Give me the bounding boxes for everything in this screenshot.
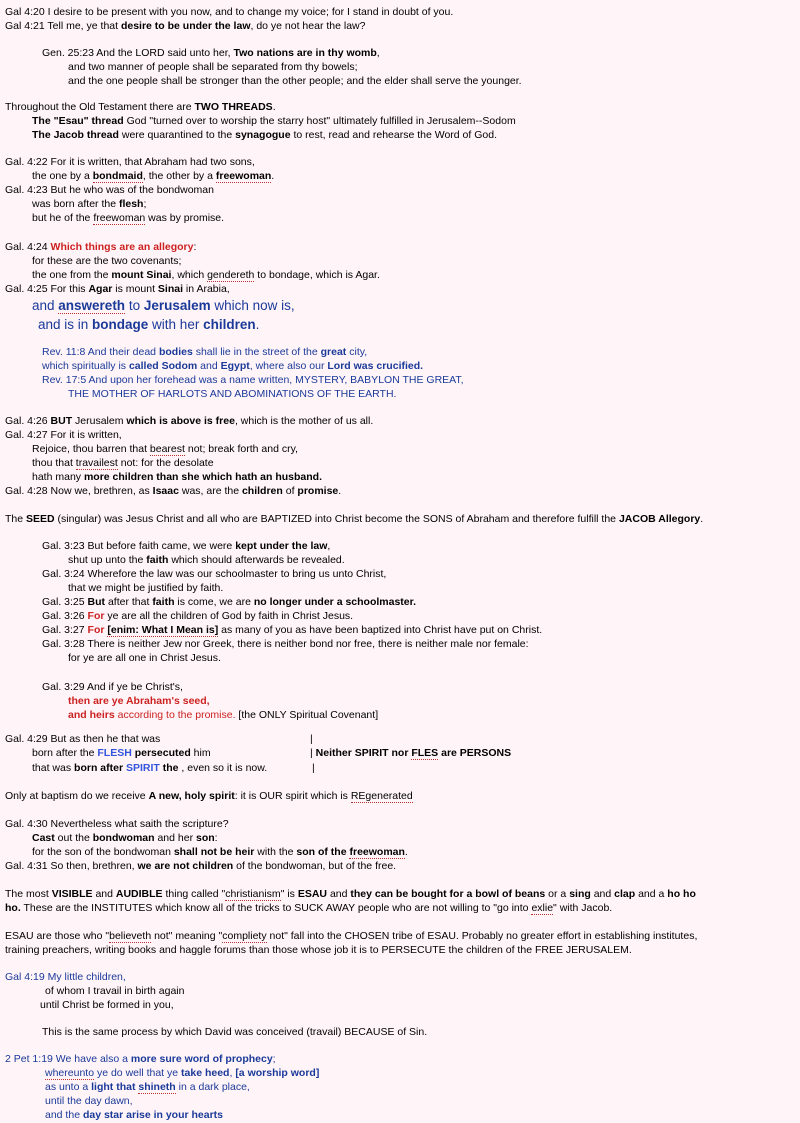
text-line [42,568,386,582]
text-segment: after that [105,596,153,608]
text-segment: freewoman [349,846,405,858]
text-segment: to rest, read and rehearse the Word of God. [290,129,497,141]
text-segment: son of the [296,846,350,858]
text-segment: shineth [138,1081,176,1093]
text-segment: then are ye Abraham's seed, [68,695,210,707]
text-segment: for these are the two covenants; [32,255,182,267]
text-segment: . [404,846,408,858]
text-line [32,471,322,485]
text-line [312,762,315,776]
text-line [5,902,612,916]
text-segment: that was [32,762,75,774]
text-segment: as many of you as have been baptized into Christ have put on Christ. [218,624,543,636]
text-segment: Gal. 3:25 [42,596,88,608]
text-segment: Gal. 4:29 But as then he that was [5,733,161,745]
text-segment: and the [45,1109,83,1121]
text-line [45,985,184,999]
text-segment: " with Jacob. [553,902,613,914]
text-segment: For [87,610,105,622]
text-segment: This is the same process by which David was conceived (travail) BECAUSE of Sin. [42,1026,428,1038]
text-segment: day star arise in your hearts [82,1109,224,1121]
text-segment: of [282,485,298,497]
text-segment: , [327,540,331,552]
text-segment: kept under the law [235,540,328,552]
text-segment: 2 Pet 1:19 We have also a [5,1053,131,1065]
text-line [68,388,396,402]
text-segment: For [87,624,105,636]
text-segment: Gal 4:19 My little children, [5,971,126,983]
text-line [32,747,211,761]
text-segment: more children than she which hath an husband. [83,471,322,483]
text-segment: : [193,241,197,253]
text-line [32,212,224,226]
text-line [42,638,529,652]
text-line [42,610,353,624]
text-segment: God "turned over to worship the starry host" ultimately fulfilled in Jerusalem--Sodom [123,115,516,127]
text-segment: according to the promise. [114,709,236,721]
text-segment: were quarantined to the [118,129,236,141]
text-line [5,20,365,34]
text-segment: bondmaid [92,170,143,182]
text-segment: ho. [5,902,21,914]
text-segment: or a [545,888,570,900]
text-segment: and [197,360,221,372]
text-line [68,709,378,723]
text-segment: not" fall into the CHOSEN tribe of ESAU. Probably no greater effort in establishing institutes, [266,930,698,942]
text-line [5,101,276,115]
text-line [5,241,196,255]
text-segment: bondwoman [92,832,155,844]
text-line [310,733,313,747]
text-segment: Gal. 4:27 For it is written, [5,429,122,441]
text-segment: ye are all the children of God by faith in Christ Jesus. [104,610,354,622]
text-segment: Rejoice, thou barren that [32,443,150,455]
text-segment: of whom I travail in birth again [45,985,185,997]
text-segment: Isaac [152,485,179,497]
text-segment: as unto a [45,1081,92,1093]
text-segment: Gal. 3:24 Wherefore the law was our schoolmaster to bring us unto Christ, [42,568,387,580]
text-segment: , the other by a [142,170,216,182]
text-segment: in Arabia, [183,283,230,295]
text-segment: thing called " [162,888,226,900]
text-segment: flesh [118,198,144,210]
text-line [5,944,632,958]
text-line [5,860,396,874]
text-segment: training preachers, writing books and haggle forums than those whose job it is to PERSECUTE the children of the FREE JERUSALEM. [5,944,632,956]
text-segment: the one by a [32,170,93,182]
text-segment: in a dark place, [175,1081,250,1093]
text-line [42,540,330,554]
text-segment: Jerusalem [72,415,127,427]
text-segment: mount Sinai [111,269,172,281]
text-segment: and heirs [68,709,115,721]
text-segment: [a worship word] [235,1067,320,1079]
text-segment: Gal. 4:22 For it is written, that Abraham had two sons, [5,156,255,168]
text-segment: of the bondwoman, but of the free. [233,860,397,872]
text-segment: But [87,596,106,608]
text-line [42,374,464,388]
text-segment: and a [635,888,668,900]
text-line [45,1081,250,1095]
text-segment: with the [254,846,297,858]
text-segment: : it is OUR spirit which is [234,790,351,802]
text-segment: bearest [149,443,185,455]
text-segment: REgenerated [350,790,413,802]
text-segment: The Jacob thread [32,129,119,141]
text-segment: called Sodom [128,360,198,372]
text-segment: (singular) was Jesus Christ and all who are BAPTIZED into Christ become the SONS of Abraham and therefore fulfill the [54,513,619,525]
text-segment: is mount [112,283,158,295]
text-segment: Gal. 4:25 For this [5,283,89,295]
text-segment: with her [148,317,204,332]
text-line [32,846,408,860]
text-segment: Gal. 4:26 [5,415,51,427]
text-line [5,513,703,527]
text-line [5,733,160,747]
text-segment: and [92,888,116,900]
text-segment: Gal. 3:29 And if ye be Christ's, [42,681,183,693]
text-segment: . [271,170,275,182]
text-line [32,832,218,846]
text-segment: These are the INSTITUTES which know all of the tricks to SUCK AWAY people who are not willing to "go into [20,902,532,914]
text-segment: children [203,317,256,332]
text-segment: . [338,485,342,497]
text-segment: no longer under a schoolmaster. [253,596,417,608]
text-line [42,1026,427,1040]
text-line [42,624,542,638]
text-segment: whereunto [45,1067,95,1079]
text-segment: Gal 4:20 I desire to be present with you now, and to change my voice; for I stand in doubt of you. [5,6,454,18]
text-line [310,747,511,761]
text-line [5,1053,276,1067]
text-segment: Throughout the Old Testament there are [5,101,195,113]
text-line [32,457,214,471]
text-segment: JACOB Allegory [618,513,701,525]
text-segment: bondage [92,317,149,332]
text-segment: promise [297,485,339,497]
text-line [42,346,367,360]
text-line [32,298,295,314]
text-segment: Gal. 4:30 Nevertheless what saith the scripture? [5,818,229,830]
text-segment: , where also our [249,360,328,372]
text-segment: | [310,747,316,759]
text-segment: faith [152,596,175,608]
text-segment: TWO THREADS [194,101,273,113]
text-segment: son [196,832,215,844]
text-segment: , [376,47,380,59]
text-segment: desire to be under the law [120,20,251,32]
text-segment: the [162,762,179,774]
text-segment: ye do well that ye [94,1067,182,1079]
text-line [68,582,223,596]
text-segment: , do ye not hear the law? [250,20,366,32]
text-segment: synagogue [235,129,291,141]
text-segment: shut up unto the [68,554,147,566]
text-segment: hath many [32,471,84,483]
text-segment: Two nations are in thy womb [233,47,377,59]
text-segment: freewoman [215,170,272,182]
text-segment: Gal. 3:28 There is neither Jew nor Greek, there is neither bond nor free, there is neither male nor female: [42,638,529,650]
text-segment: believeth [109,930,152,942]
text-line [45,1067,319,1081]
text-segment: Cast [32,832,55,844]
text-segment: Only at baptism do we receive [5,790,149,802]
text-line [38,317,259,333]
text-segment: Gal. 3:26 [42,610,88,622]
text-segment: not" meaning " [151,930,223,942]
text-line [5,971,126,985]
text-line [68,75,522,89]
text-segment: AUDIBLE [115,888,163,900]
text-segment: which should afterwards be revealed. [168,554,345,566]
text-segment: Which things are an allegory [50,241,194,253]
text-line [5,283,230,297]
text-segment: freewoman [93,212,146,224]
text-segment: ; [143,198,147,210]
text-segment: and [327,888,351,900]
text-line [5,184,214,198]
text-segment: The "Esau" thread [32,115,124,127]
text-segment: until Christ be formed in you, [40,999,174,1011]
text-segment: and [32,298,59,313]
text-segment: him [190,747,211,759]
text-segment: is come, we are [174,596,254,608]
text-segment: : [214,832,218,844]
text-segment: that we might be justified by faith. [68,582,224,594]
text-segment: BUT [50,415,73,427]
text-segment: " is [280,888,298,900]
text-segment: Gal. 3:23 But before faith came, we were [42,540,236,552]
text-segment: . [700,513,704,525]
text-line [68,652,221,666]
text-segment: SPIRIT [125,762,160,774]
text-segment: ho ho [667,888,696,900]
text-segment: Gen. 25:23 And the LORD said unto her, [42,47,234,59]
text-segment: SEED [26,513,55,525]
text-segment: light that [91,1081,139,1093]
text-segment: take heed [181,1067,230,1079]
text-segment: Gal. 4:31 So then, brethren, [5,860,138,872]
text-line [42,596,416,610]
text-segment: persecuted [134,747,191,759]
text-line [5,930,697,944]
text-segment: Sinai [157,283,184,295]
text-segment: faith [146,554,169,566]
text-segment: Jerusalem [143,298,211,313]
text-segment: we are not children [137,860,234,872]
text-segment: but he of the [32,212,94,224]
text-segment: for ye are all one in Christ Jesus. [68,652,221,664]
text-segment: travailest [75,457,118,469]
text-segment: until the day dawn, [45,1095,133,1107]
text-segment: shall lie in the street of the [192,346,321,358]
text-segment: The most [5,888,52,900]
text-line [32,269,380,283]
text-line [32,115,516,129]
text-segment: A new, holy spirit [148,790,235,802]
text-segment: | [310,733,313,745]
text-segment: Gal. 4:24 [5,241,51,253]
text-segment: bodies [158,346,193,358]
text-segment: thou that [32,457,76,469]
text-segment: shall not be heir [173,846,255,858]
text-line [68,61,358,75]
text-segment: clap [614,888,636,900]
text-segment: , even so it is now. [178,762,268,774]
text-segment: was born after the [32,198,119,210]
text-line [5,485,341,499]
text-line [45,1095,133,1109]
text-line [40,999,174,1013]
text-line [5,888,696,902]
text-segment: and the one people shall be stronger than the other people; and the elder shall serve the younger. [68,75,522,87]
text-segment: born after [74,762,124,774]
text-segment: exlie [531,902,554,914]
text-segment: [the ONLY Spiritual Covenant] [235,709,379,721]
text-segment: compliety [222,930,267,942]
text-segment: FLESH [97,747,132,759]
text-segment: which now is, [210,298,295,313]
text-line [42,47,380,61]
text-segment: was by promise. [145,212,225,224]
text-segment: sing [569,888,591,900]
text-segment: not; break forth and cry, [184,443,298,455]
text-segment: and is in [38,317,93,332]
text-segment: Gal 4:21 Tell me, ye that [5,20,121,32]
text-segment: not: for the desolate [117,457,214,469]
text-segment: and two manner of people shall be separated from thy bowels; [68,61,358,73]
text-segment: VISIBLE [51,888,93,900]
text-segment: , which [171,269,208,281]
text-line [68,554,345,568]
text-segment: are PERSONS [438,747,512,759]
text-line [45,1109,223,1123]
text-segment: and her [154,832,196,844]
text-segment: which is above is free [126,415,235,427]
text-segment: great [320,346,347,358]
text-segment: The [5,513,27,525]
text-segment: THE MOTHER OF HARLOTS AND ABOMINATIONS OF THE EARTH. [68,388,397,400]
text-segment: Lord was crucified. [327,360,424,372]
text-segment: Rev. 11:8 And their dead [42,346,159,358]
text-line [32,129,497,143]
text-segment: FLES [411,747,439,759]
text-line [68,695,210,709]
text-segment: ; [272,1053,276,1065]
text-segment: which spiritually is [42,360,129,372]
text-line [5,156,255,170]
text-segment: the one from the [32,269,112,281]
text-segment: city, [346,346,368,358]
text-segment: to [125,298,144,313]
text-segment: Egypt [220,360,250,372]
text-line [5,429,122,443]
text-segment: . [255,317,260,332]
text-segment: answereth [58,298,126,313]
text-line [32,198,146,212]
text-segment: Agar [88,283,113,295]
text-segment: [enim: What I Mean is] [107,624,219,636]
text-segment: out the [54,832,93,844]
text-segment: , [229,1067,236,1079]
text-line [32,170,274,184]
text-line [5,790,413,804]
text-segment: , which is the mother of us all. [234,415,374,427]
text-segment: Gal. 4:23 But he who was of the bondwoman [5,184,214,196]
text-segment: ESAU are those who " [5,930,110,942]
text-segment: to bondage, which is Agar. [254,269,380,281]
text-line [5,415,373,429]
text-segment: gendereth [207,269,255,281]
text-segment: children [241,485,283,497]
text-segment: Gal. 4:28 Now we, brethren, as [5,485,153,497]
text-line [5,6,453,20]
text-line [42,681,183,695]
text-segment: Gal. 3:27 [42,624,88,636]
text-segment: Neither SPIRIT nor [315,747,412,759]
text-line [5,818,229,832]
text-segment: more sure word of prophecy [130,1053,273,1065]
text-line [32,443,298,457]
text-segment: and [590,888,615,900]
text-segment: ESAU [297,888,328,900]
text-segment: christianism [225,888,281,900]
text-line [32,255,181,269]
text-segment: . [272,101,276,113]
text-segment: was, are the [178,485,242,497]
text-segment: for the son of the bondwoman [32,846,174,858]
text-line [32,762,267,776]
text-segment: born after the [32,747,98,759]
text-segment: they can be bought for a bowl of beans [350,888,546,900]
text-segment: | [312,762,315,774]
text-line [42,360,423,374]
text-segment: Rev. 17:5 And upon her forehead was a name written, MYSTERY, BABYLON THE GREAT, [42,374,464,386]
